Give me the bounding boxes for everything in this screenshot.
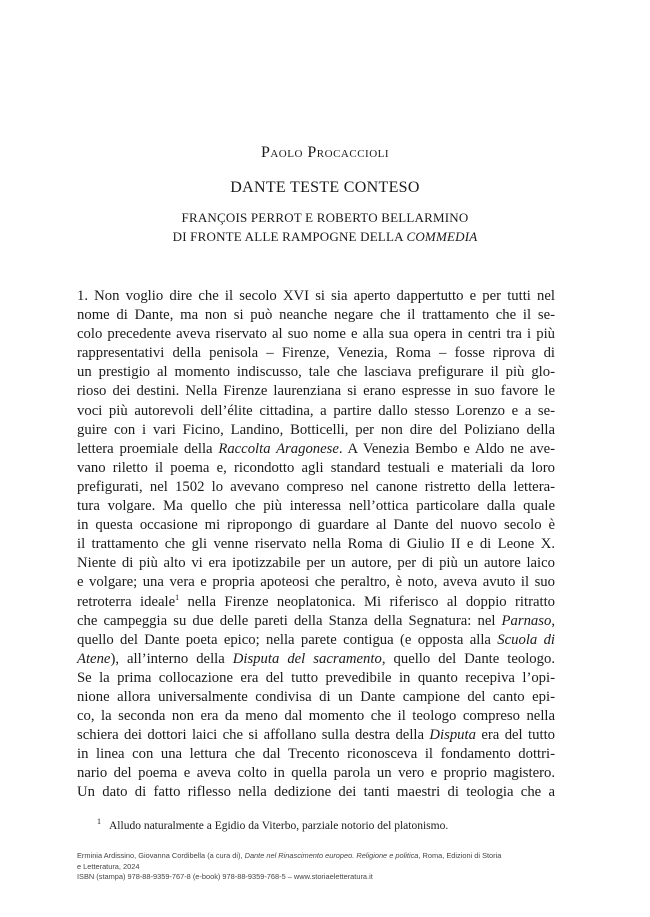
body-text-run: , quello del Dante teologo. (381, 650, 556, 667)
body-line: nario del poema e aveva colto in quella parola un vero e proprio magistero. (77, 765, 555, 782)
article-subtitle (0, 208, 650, 246)
body-line: guire con i vari Ficino, Landino, Botticelli, per non dire del Poliziano della (77, 421, 555, 438)
body-text-run: ), all’interno della (110, 650, 233, 667)
body-line: nione allora universalmente condivisa di un Dante campione del canto epi- (77, 688, 555, 705)
body-line: voci più autorevoli dell’élite cittadina, a partire dallo stesso Lorenzo e a se- (77, 402, 555, 419)
body-line: co, la seconda non era da meno dal momento che il teologo compreso nella (77, 708, 555, 725)
body-text-run: lettera proemiale della (77, 440, 219, 457)
italic-work-title: Raccolta Aragonese (218, 440, 339, 457)
footnote-text: Alludo naturalmente a Egidio da Viterbo, parziale notorio del platonismo. (109, 819, 449, 832)
italic-work-title: Parnaso (501, 612, 552, 629)
body-line: un prestigio al momento indiscusso, tale che lasciava prefigurare il più glo- (77, 364, 555, 381)
body-line (77, 631, 555, 650)
body-line (77, 440, 555, 459)
footnote-number: 1 (97, 817, 101, 826)
italic-work-title: Disputa del sacramento (232, 650, 382, 667)
body-text-run: retroterra ideale (77, 593, 176, 610)
footnote (97, 815, 567, 833)
colophon-line: e Letteratura, 2024 (77, 861, 140, 871)
body-text-run: nella Firenze neoplatonica. Mi riferisco al doppio ritratto (179, 593, 555, 610)
subtitle-line-1: FRANÇOIS PERROT E ROBERTO BELLARMINO (181, 210, 469, 225)
body-line: tura volgare. Ma quello che più interessa nell’ottica particolare dalla quale (77, 498, 555, 515)
body-line (77, 593, 555, 612)
colophon (77, 851, 547, 883)
body-line: in linea con una lettura che dal Trecento riconosceva il fondamento dottri- (77, 746, 555, 763)
body-text-run: era del tutto (475, 727, 555, 744)
body-line: e volgare; una vera e propria apoteosi che peraltro, è noto, aveva avuto il suo (77, 574, 555, 591)
body-line: Niente di più alto vi era ipotizzabile per un autore, per di più un autore laico (77, 555, 555, 572)
body-line: rioso dei destini. Nella Firenze laurenziana si erano espresse in suo favore le (77, 383, 555, 400)
body-line: Se la prima collocazione era del tutto prevedibile in quanto recepiva l’opi- (77, 669, 555, 686)
colophon-isbn: ISBN (stampa) 978-88-9359-767-8 (e-book) 978-88-9359-768-5 – www.storiaeletteratura.it (77, 872, 373, 882)
body-line: in questa occasione mi ripropongo di guardare al Dante del nuovo secolo è (77, 517, 555, 534)
body-text-run: , (551, 612, 555, 629)
body-line: il trattamento che gli venne riservato nella Roma di Giulio II e di Leone X. (77, 536, 555, 553)
colophon-text: , Roma, Edizioni di Storia (418, 851, 502, 860)
body-line: rappresentativi della penisola – Firenze, Venezia, Roma – fosse riprova di (77, 345, 555, 362)
italic-work-title: Scuola di (497, 631, 555, 648)
body-line (77, 650, 555, 669)
body-line: colo precedente aveva riservato al suo nome e alla sua opera in centri tra i più (77, 326, 555, 343)
subtitle-italic-title: COMMEDIA (406, 229, 478, 244)
italic-work-title: Disputa (429, 727, 476, 744)
subtitle-line-2-text: DI FRONTE ALLE RAMPOGNE DELLA (172, 229, 407, 244)
author-name: Paolo Procaccioli (260, 144, 390, 161)
body-line: 1. Non voglio dire che il secolo XVI si sia aperto dappertutto e per tutti nel (77, 288, 555, 304)
body-paragraph (77, 287, 555, 803)
body-line (77, 726, 555, 745)
colophon-book-title: Dante nel Rinascimento europeo. Religione e politica (244, 851, 419, 860)
article-title: DANTE TESTE CONTESO (230, 179, 420, 196)
footnote-reference[interactable]: 1 (175, 592, 180, 602)
body-line: nome di Dante, ma non si può neanche negare che il trattamento che il se- (77, 307, 555, 324)
body-line: prefigurati, nel 1502 lo avevano compreso nel canone ristretto della lettera- (77, 478, 555, 495)
body-line: vano riletto il poema e, ricondotto agli standard testuali e materiali da loro (77, 459, 555, 476)
body-line (77, 612, 555, 631)
body-text-run: schiera dei dottori laici che si affollano sulla destra della (77, 727, 430, 744)
body-text-run: quello del Dante poeta epico; nella parete contigua (e opposta alla (77, 631, 498, 648)
body-text-run: . A Venezia Bembo e Aldo ne ave- (338, 440, 555, 457)
body-text-run: che campeggia su due delle pareti della Stanza della Segnatura: nel (77, 612, 502, 629)
colophon-line (77, 851, 547, 862)
colophon-text: Erminia Ardissino, Giovanna Cordibella (a cura di), (77, 851, 245, 860)
body-line: Un dato di fatto riflesso nella dedizione dei tanti maestri di teologia che a (77, 784, 555, 801)
subtitle-line-2 (0, 227, 650, 246)
italic-work-title: Atene (77, 650, 111, 667)
